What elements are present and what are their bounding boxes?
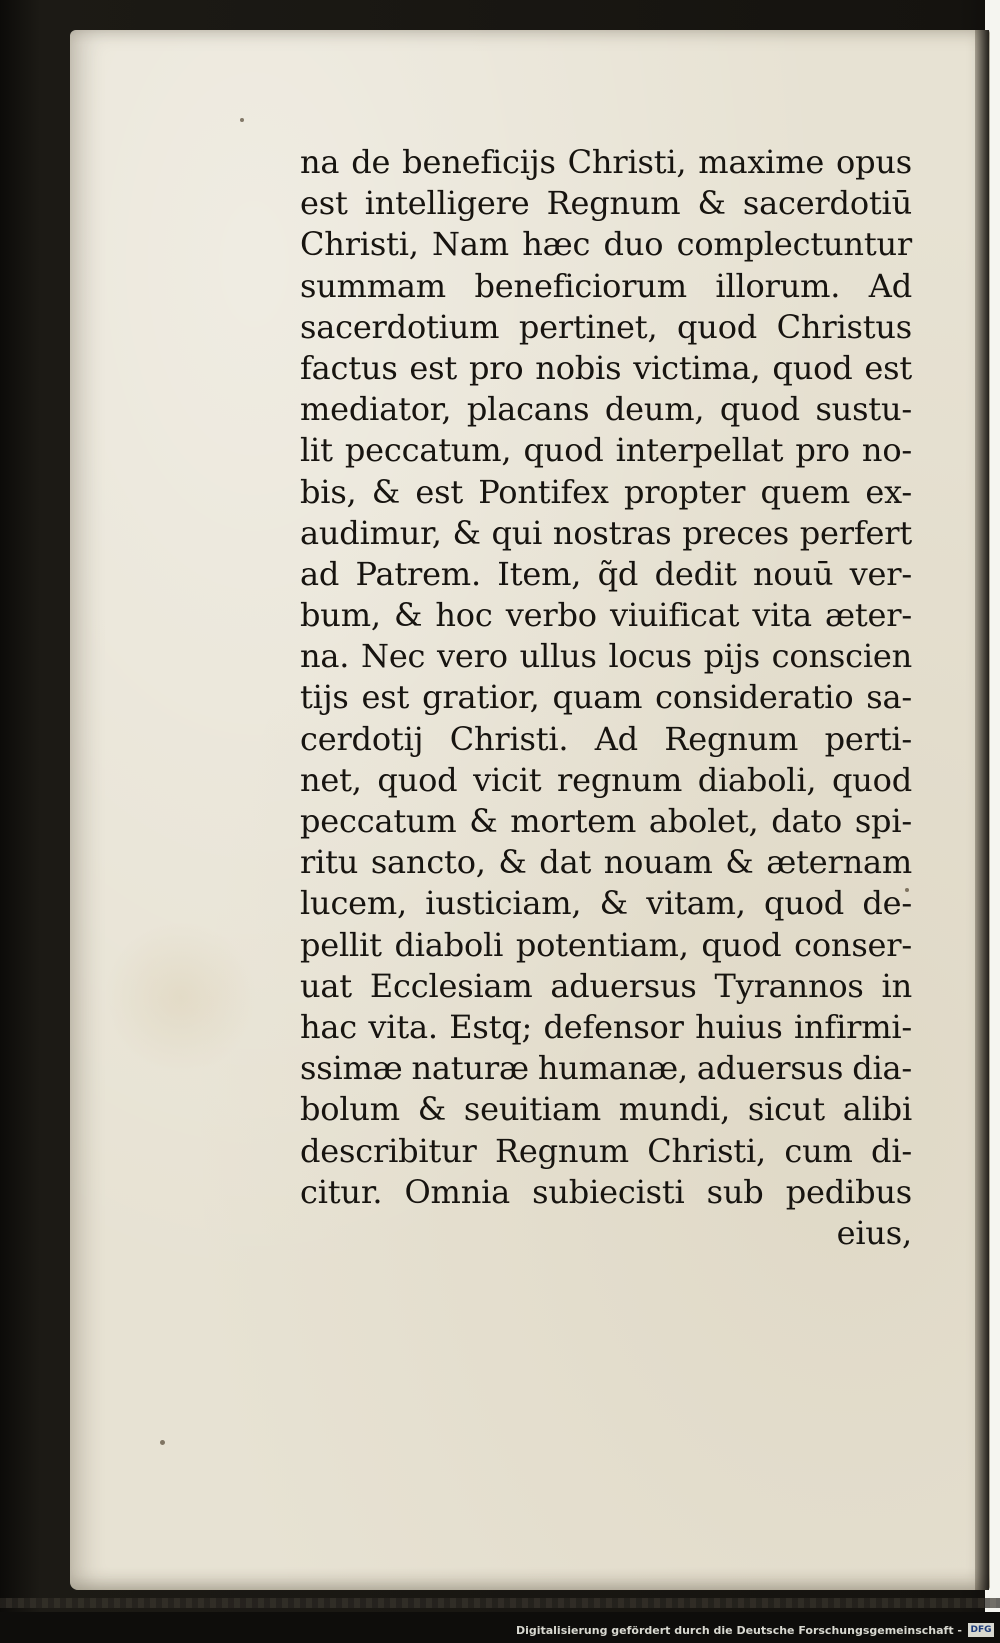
text-line: audimur, & qui nostras preces perfert bbox=[300, 513, 912, 552]
text-line: hac vita. Estq; defensor huius infirmi- bbox=[300, 1007, 912, 1046]
text-line: factus est pro nobis victima, quod est bbox=[300, 348, 912, 387]
text-line: describitur Regnum Christi, cum di- bbox=[300, 1131, 912, 1170]
text-line: est intelligere Regnum & sacerdotiū bbox=[300, 184, 912, 223]
text-line: tijs est gratior, quam consideratio sa- bbox=[300, 678, 912, 717]
page-gutter-shadow bbox=[975, 30, 989, 1590]
text-line: Christi, Nam hæc duo complectuntur bbox=[300, 225, 912, 264]
text-line: lit peccatum, quod interpellat pro no- bbox=[300, 431, 912, 470]
text-line: ad Patrem. Item, q̃d dedit nouū ver- bbox=[300, 554, 912, 593]
text-line: ssimæ naturæ humanæ, aduersus dia- bbox=[300, 1049, 912, 1088]
text-line: bum, & hoc verbo viuificat vita æter- bbox=[300, 596, 912, 635]
text-block bbox=[300, 142, 912, 1254]
text-line: mediator, placans deum, quod sustu- bbox=[300, 390, 912, 429]
text-line: lucem, iusticiam, & vitam, quod de- bbox=[300, 884, 912, 923]
text-line: na. Nec vero ullus locus pijs conscien bbox=[300, 637, 912, 676]
text-line: bolum & seuitiam mundi, sicut alibi bbox=[300, 1090, 912, 1129]
text-line: cerdotij Christi. Ad Regnum perti- bbox=[300, 719, 912, 758]
catchword: eius, bbox=[836, 1213, 912, 1252]
text-line: peccatum & mortem abolet, dato spi- bbox=[300, 802, 912, 840]
text-line: sacerdotium pertinet, quod Christus bbox=[300, 307, 912, 346]
text-line: uat Ecclesiam aduersus Tyrannos in bbox=[300, 966, 912, 1005]
text-line: ritu sancto, & dat nouam & æternam bbox=[300, 843, 912, 882]
text-line: na de beneficijs Christi, maxime opus bbox=[300, 143, 912, 181]
digitization-credit: Digitalisierung gefördert durch die Deutsche Forschungsgemeinschaft - bbox=[515, 1624, 962, 1637]
text-line: pellit diaboli potentiam, quod conser- bbox=[300, 925, 912, 964]
text-line: bis, & est Pontifex propter quem ex- bbox=[300, 472, 912, 511]
scan-scale-strip bbox=[0, 1598, 1000, 1608]
text-line: net, quod vicit regnum diaboli, quod bbox=[300, 760, 912, 799]
dfg-logo: DFG bbox=[968, 1623, 994, 1637]
text-line: summam beneficiorum illorum. Ad bbox=[300, 266, 912, 305]
text-line: citur. Omnia subiecisti sub pedibus bbox=[300, 1172, 912, 1211]
